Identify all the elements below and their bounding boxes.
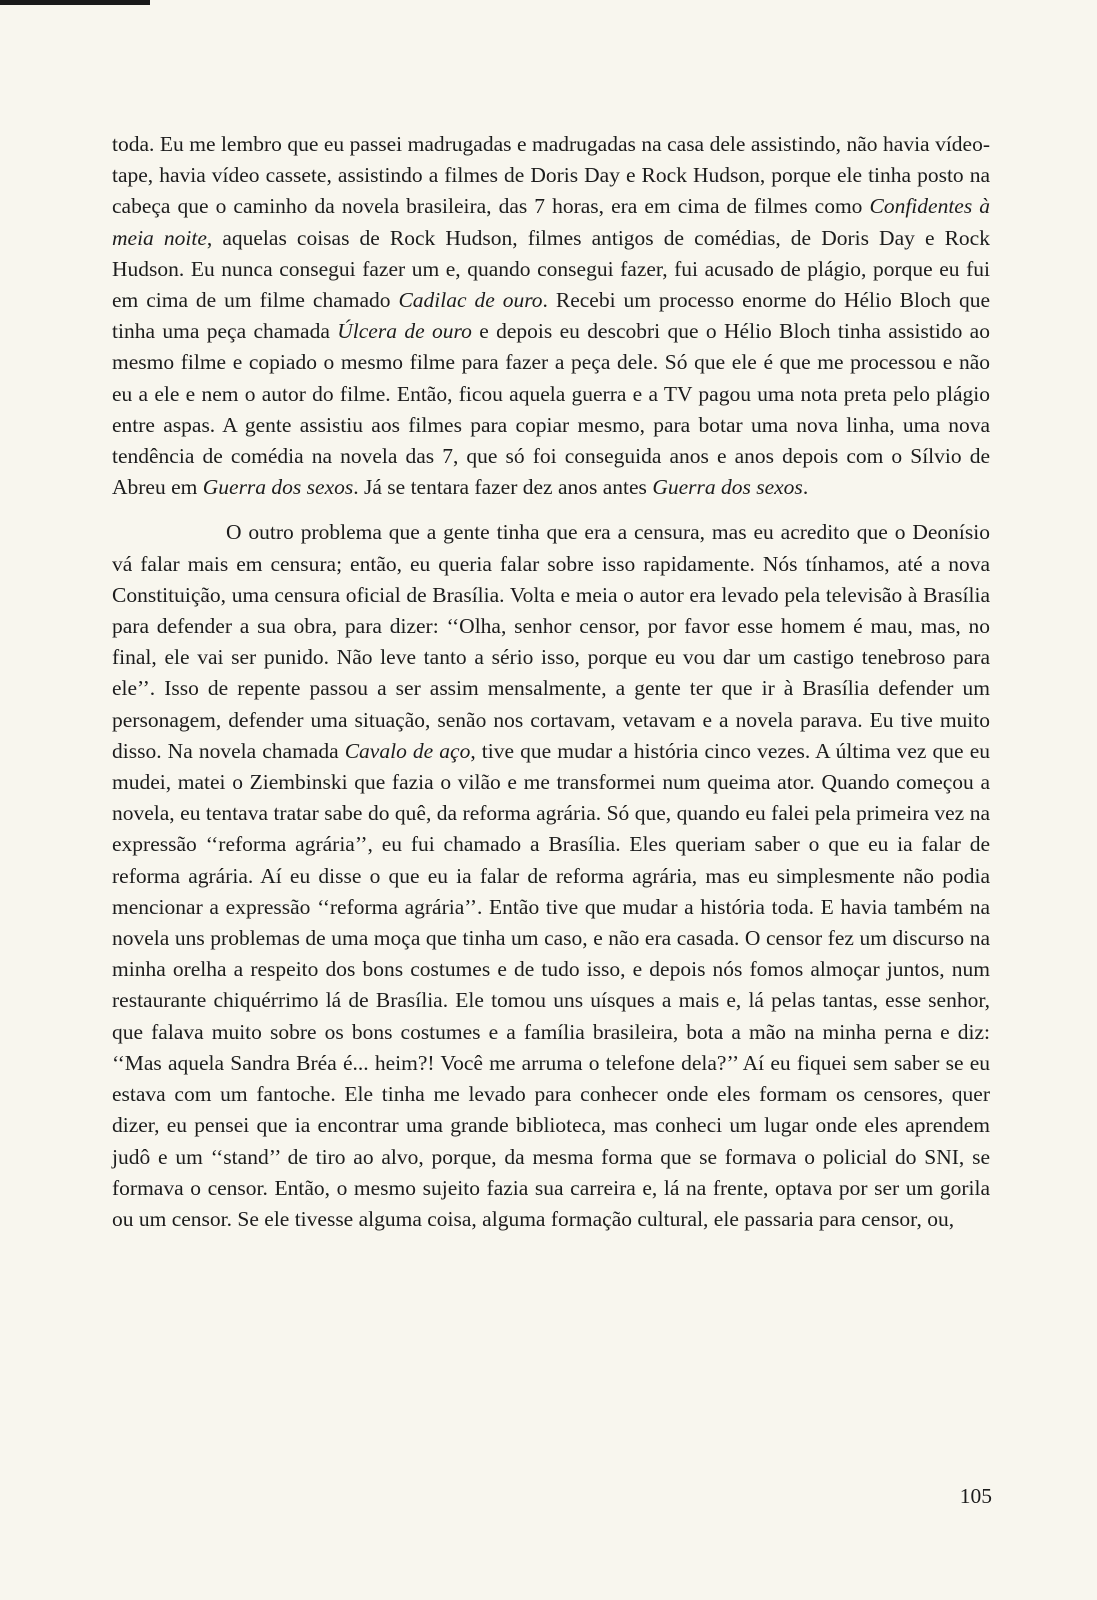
play-title-ulcera: Úlcera de ouro <box>337 319 472 344</box>
paragraph-1 <box>112 129 990 503</box>
paragraph-2 <box>112 517 990 1235</box>
paragraph-1-text-5: . Já se tentara fazer dez anos antes <box>353 475 653 500</box>
top-edge-rule <box>0 0 150 5</box>
paragraph-1-text-1: toda. Eu me lembro que eu passei madrugadas e madrugadas na casa dele assistindo, não havia vídeo-tape, havia vídeo cassete, assistindo a filmes de Doris Day e Rock Hudson, porque ele tinha posto na cabeça que o caminho da novela brasileira, das 7 horas, era em cima de filmes como <box>112 132 990 219</box>
page-body <box>112 129 990 1235</box>
paragraph-2-text-1: O outro problema que a gente tinha que era a censura, mas eu acredito que o Deonísio vá falar mais em censura; então, eu queria falar sobre isso rapidamente. Nós tínhamos, até a nova Constituição, uma censura oficial de Brasília. Volta e meia o autor era levado pela televisão à Brasília para defender a sua obra, para dizer: ‘‘Olha, senhor censor, por favor esse homem é mau, mas, no final, ele vai ser punido. Não leve tanto a sério isso, porque eu vou dar um castigo tenebroso para ele’’. Isso de repente passou a ser assim mensalmente, a gente ter que ir à Brasília defender um personagem, defender uma situação, senão nos cortavam, vetavam e a novela parava. Eu tive muito disso. Na novela chamada <box>112 520 990 763</box>
page-number: 105 <box>959 1484 992 1508</box>
paragraph-1-text-6: . <box>802 475 809 500</box>
paragraph-1-text-4: e depois eu descobri que o Hélio Bloch tinha assistido ao mesmo filme e copiado o mesmo filme para fazer a peça dele. Só que ele é que me processou e não eu a ele e nem o autor do filme. Então, ficou aquela guerra e a TV pagou uma nota preta pelo plágio entre aspas. A gente assistiu aos filmes para copiar mesmo, para botar uma nova linha, uma nova tendência de comédia na novela das 7, que só foi conseguida anos e anos depois com o Sílvio de Abreu em <box>112 319 990 500</box>
novela-title-guerra-1: Guerra dos sexos <box>202 475 354 500</box>
paragraph-1-text-2: , aquelas coisas de Rock Hudson, filmes antigos de comédias, de Doris Day e Rock Hudson. Eu nunca consegui fazer um e, quando consegui fazer, fui acusado de plágio, porque eu fui em cima de um filme chamado <box>112 225 990 313</box>
film-title-cadilac: Cadilac de ouro <box>398 288 543 313</box>
film-title-confidentes: Confidentes à meia noite <box>112 194 990 250</box>
novela-title-guerra-2: Guerra dos sexos <box>652 475 803 500</box>
novela-title-cavalo: Cavalo de aço <box>344 738 471 763</box>
paragraph-1-text-3: . Recebi um processo enorme do Hélio Bloch que tinha uma peça chamada <box>112 288 990 344</box>
paragraph-2-text-2: , tive que mudar a história cinco vezes. A última vez que eu mudei, matei o Ziembinski que fazia o vilão e me transformei num queima ator. Quando começou a novela, eu tentava tratar sabe do quê, da reforma agrária. Só que, quando eu falei pela primeira vez na expressão ‘‘reforma agrária’’, eu fui chamado a Brasília. Eles queriam saber o que eu ia falar de reforma agrária. Aí eu disse o que eu ia falar de reforma agrária, mas eu simplesmente não podia mencionar a expressão ‘‘reforma agrária’’. Então tive que mudar a história toda. E havia também na novela uns problemas de uma moça que tinha um caso, e não era casada. O censor fez um discurso na minha orelha a respeito dos bons costumes e de tudo isso, e depois nós fomos almoçar juntos, num restaurante chiquérrimo lá de Brasília. Ele tomou uns uísques a mais e, lá pelas tantas, esse senhor, que falava muito sobre os bons costumes e a família brasileira, bota a mão na minha perna e diz: ‘‘Mas aquela Sandra Bréa é... heim?! Você me arruma o telefone dela?’’ Aí eu fiquei sem saber se eu estava com um fantoche. Ele tinha me levado para conhecer onde eles formam os censores, quer dizer, eu pensei que ia encontrar uma grande biblioteca, mas conheci um lugar onde eles aprendem judô e um ‘‘stand’’ de tiro ao alvo, porque, da mesma forma que se formava o policial do SNI, se formava o censor. Então, o mesmo sujeito fazia sua carreira e, lá na frente, optava por ser um gorila ou um censor. Se ele tivesse alguma coisa, alguma formação cultural, ele passaria para censor, ou, <box>112 738 990 1231</box>
